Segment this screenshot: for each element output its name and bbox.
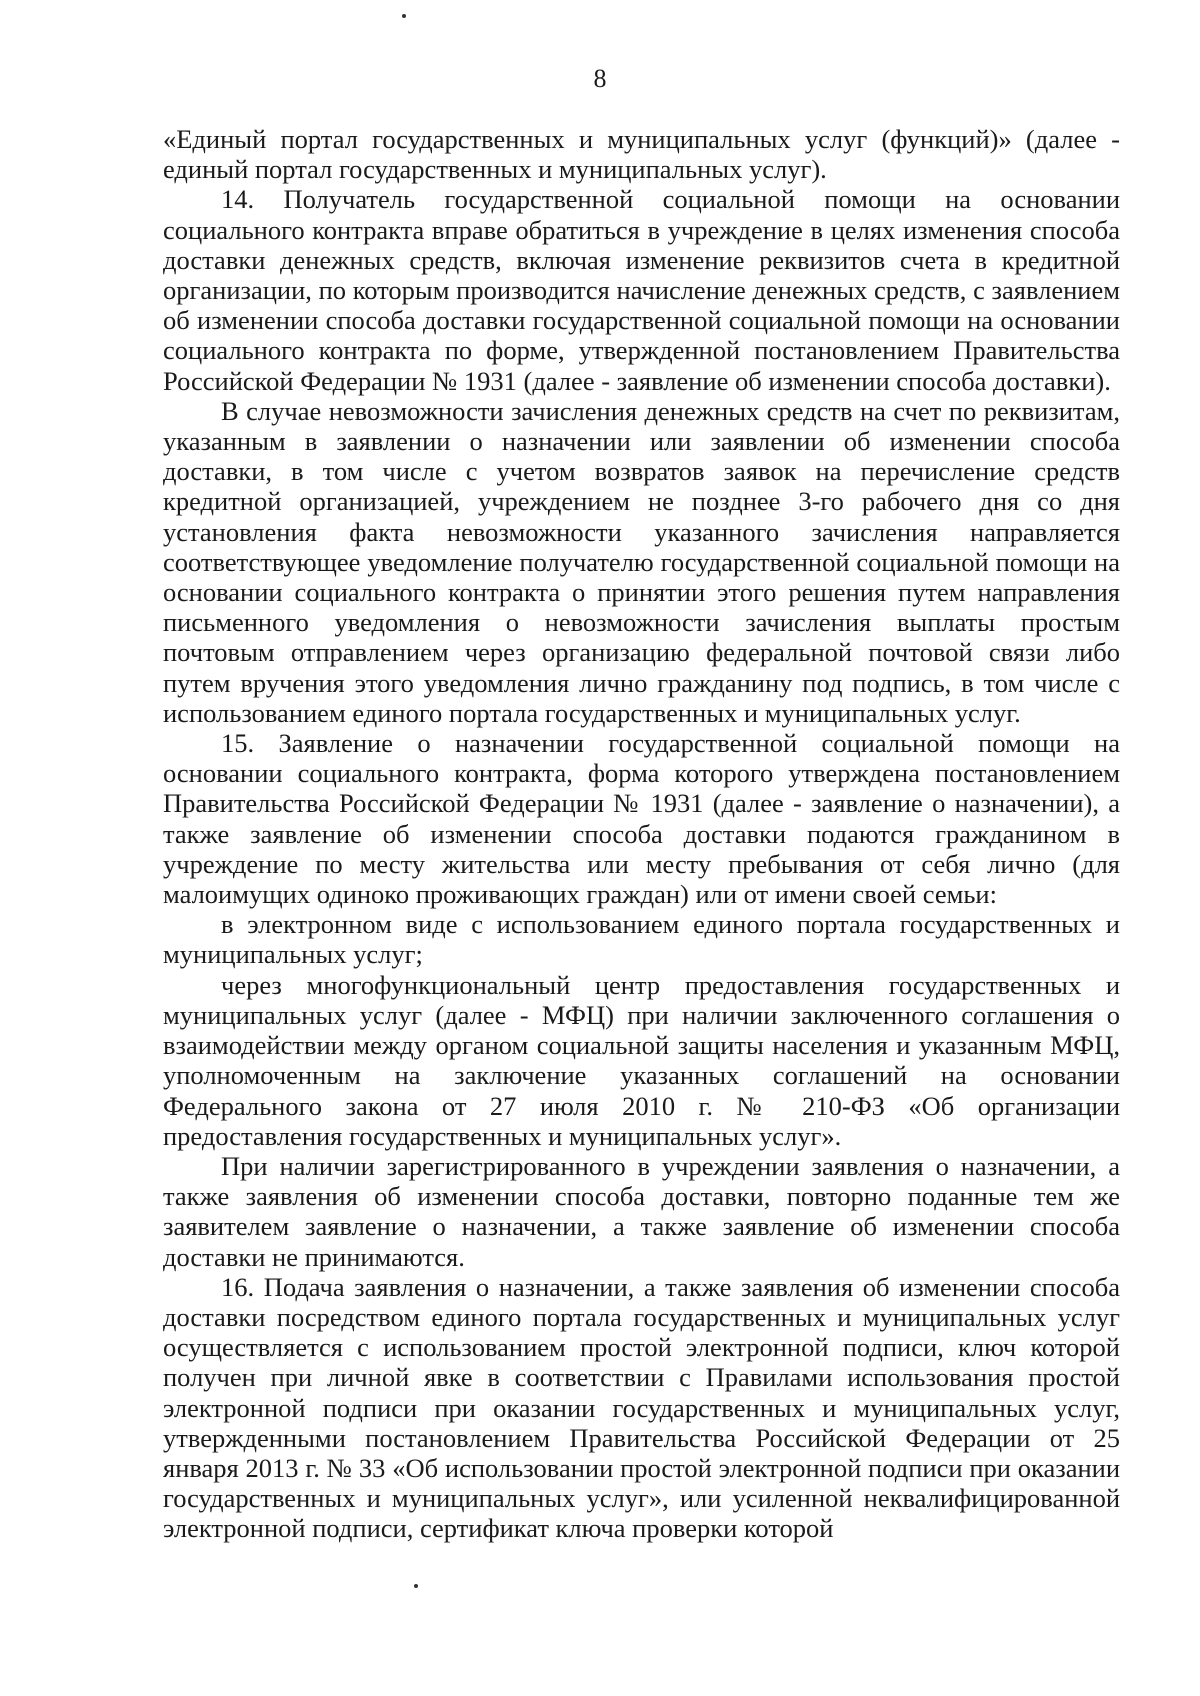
page-number: 8	[593, 64, 607, 93]
paragraph: через многофункциональный центр предоставления государственных и муниципальных услуг (далее - МФЦ) при наличии заключенного соглашения о взаимодействии между органом социальной защиты населения и указанным МФЦ, уполномоченным на заключение указанных соглашений на основании Федерального закона от 27 июля 2010 г. № 210-ФЗ «Об организации предоставления государственных и муниципальных услуг».	[163, 969, 1120, 1151]
scan-speck	[402, 14, 406, 18]
paragraph: «Единый портал государственных и муниципальных услуг (функций)» (далее - единый портал государственных и муниципальных услуг).	[163, 124, 1120, 185]
paragraph: При наличии зарегистрированного в учреждении заявления о назначении, а также заявления об изменении способа доставки, повторно поданные тем же заявителем заявление о назначении, а также заявление об изменении способа доставки не принимаются.	[163, 1150, 1120, 1272]
paragraph: 16. Подача заявления о назначении, а также заявления об изменении способа доставки посредством единого портала государственных и муниципальных услуг осуществляется с использованием простой электронной подписи, ключ которой получен при личной явке в соответствии с Правилами использования простой электронной подписи при оказании государственных и муниципальных услуг, утвержденными постановлением Правительства Российской Федерации от 25 января 2013 г. № 33 «Об использовании простой электронной подписи при оказании государственных и муниципальных услуг», или усиленной неквалифицированной электронной подписи, сертификат ключа проверки которой	[163, 1271, 1120, 1544]
paragraph: в электронном виде с использованием единого портала государственных и муниципальных услуг;	[163, 909, 1120, 970]
document-body	[163, 124, 1120, 1544]
paragraph: В случае невозможности зачисления денежных средств на счет по реквизитам, указанным в заявлении о назначении или заявлении об изменении способа доставки, в том числе с учетом возвратов заявок на перечисление средств кредитной организацией, учреждением не позднее 3-го рабочего дня со дня установления факта невозможности указанного зачисления направляется соответствующее уведомление получателю государственной социальной помощи на основании социального контракта о принятии этого решения путем направления письменного уведомления о невозможности зачисления выплаты простым почтовым отправлением через организацию федеральной почтовой связи либо путем вручения этого уведомления лично гражданину под подпись, в том числе с использованием единого портала государственных и муниципальных услуг.	[163, 395, 1120, 728]
scan-speck	[414, 1584, 418, 1588]
paragraph: 14. Получатель государственной социальной помощи на основании социального контракта вправе обратиться в учреждение в целях изменения способа доставки денежных средств, включая изменение реквизитов счета в кредитной организации, по которым производится начисление денежных средств, с заявлением об изменении способа доставки государственной социальной помощи на основании социального контракта по форме, утвержденной постановлением Правительства Российской Федерации № 1931 (далее - заявление об изменении способа доставки).	[163, 184, 1120, 396]
paragraph: 15. Заявление о назначении государственной социальной помощи на основании социального контракта, форма которого утверждена постановлением Правительства Российской Федерации № 1931 (далее - заявление о назначении), а также заявление об изменении способа доставки подаются гражданином в учреждение по месту жительства или месту пребывания от себя лично (для малоимущих одиноко проживающих граждан) или от имени своей семьи:	[163, 728, 1120, 910]
